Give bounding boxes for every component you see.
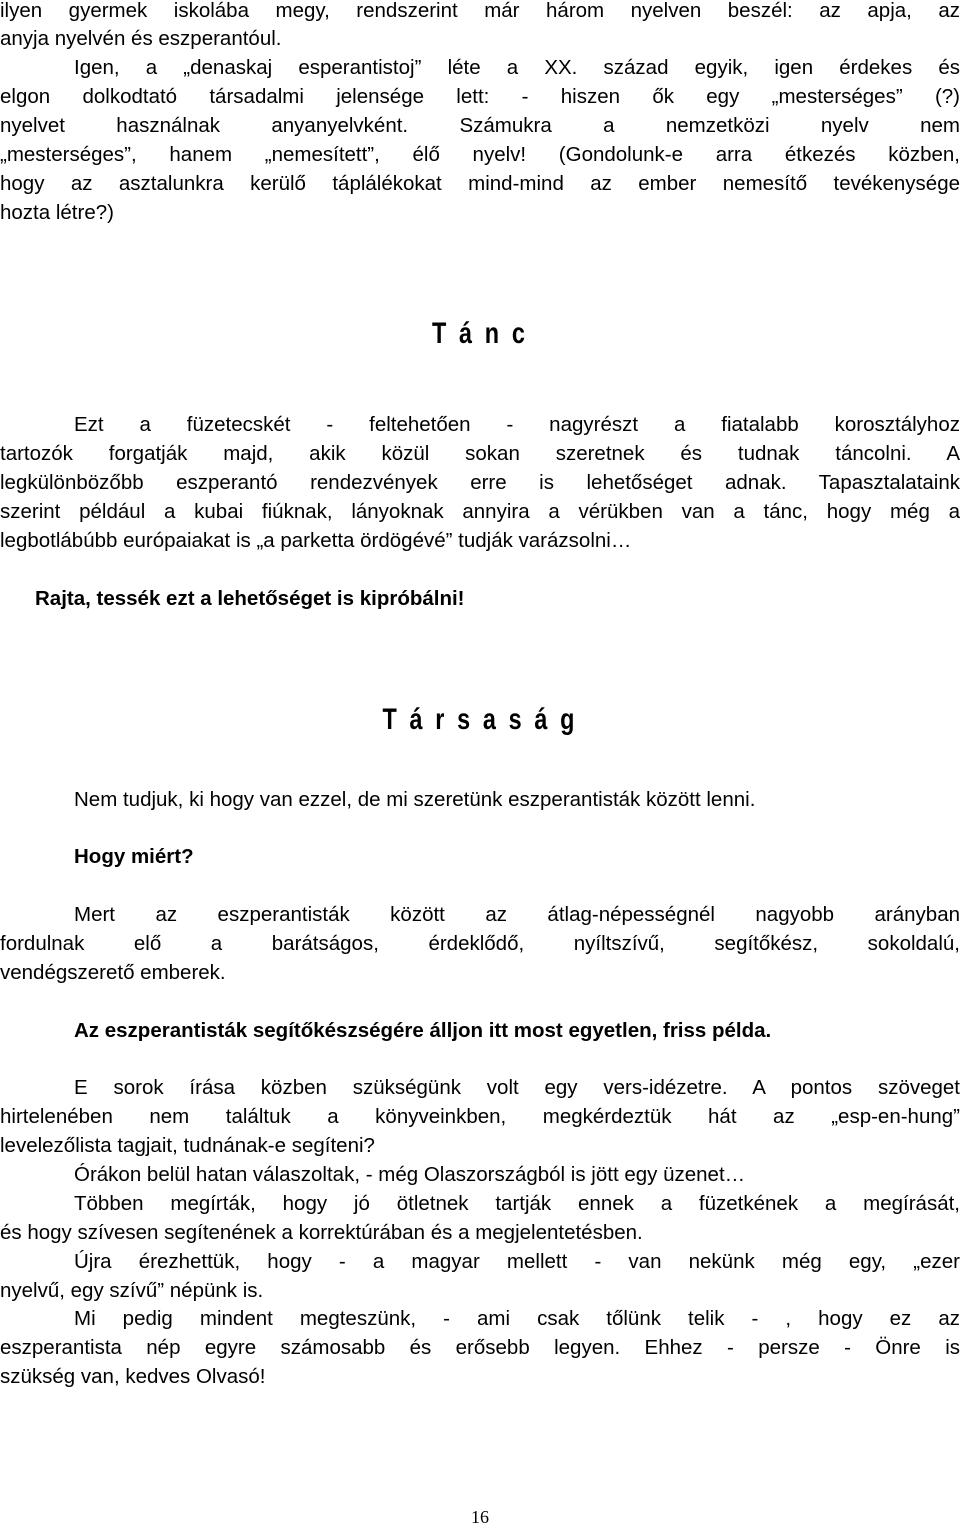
section-heading-tanc: T á n c [432,317,528,350]
tarsasag-p7-line-3: szükség van, kedves Olvasó! [0,1365,266,1388]
tarsasag-p3-line-3: levelezőlista tagjait, tudnának-e segíteni? [0,1134,375,1157]
tarsasag-p3-line-2: hirtelenében nem találtuk a könyveinkben, megkérdeztük hát az „esp-en-hung” [0,1105,960,1128]
intro-line-1: ilyen gyermek iskolába megy, rendszerint már három nyelven beszél: az apja, az [0,0,960,22]
tanc-line-1: Ezt a füzetecskét - feltehetően - nagyrészt a fiatalabb korosztályhoz [74,413,960,436]
tarsasag-p2-line-1: Mert az eszperantisták között az átlag-népességnél nagyobb arányban [74,903,960,926]
tarsasag-question: Hogy miért? [74,845,194,868]
tarsasag-p5-line-1: Többen megírták, hogy jó ötletnek tartják ennek a füzetkének a megírását, [74,1192,960,1215]
tanc-line-4: szerint például a kubai fiúknak, lányoknak annyira a vérükben van a tánc, hogy még a [0,500,960,523]
intro-line-4: elgon dolkodtató társadalmi jelensége lett: - hiszen ők egy „mesterséges” (?) [0,85,960,108]
page-number: 16 [471,1507,489,1527]
tanc-line-5: legbotlábúbb európaiakat is „a parketta ördögévé” tudják varázsolni… [0,529,632,552]
tarsasag-p6-line-1: Újra érezhettük, hogy - a magyar mellett - van nekünk még egy, „ezer [74,1250,960,1273]
intro-line-5: nyelvet használnak anyanyelvként. Számukra a nemzetközi nyelv nem [0,114,960,137]
tarsasag-paragraph-1: Nem tudjuk, ki hogy van ezzel, de mi szeretünk eszperantisták között lenni. [74,788,756,811]
intro-line-8: hozta létre?) [0,201,114,224]
tanc-call-to-action: Rajta, tessék ezt a lehetőséget is kipróbálni! [35,587,465,610]
tanc-line-2: tartozók forgatják majd, akik közül sokan szeretnek és tudnak táncolni. A [0,442,960,465]
tarsasag-p6-line-2: nyelvű, egy szívű” népünk is. [0,1279,264,1302]
tanc-line-3: legkülönbözőbb eszperantó rendezvények erre is lehetőséget adnak. Tapasztalataink [0,471,960,494]
tarsasag-bold-line: Az eszperantisták segítőkészségére álljon itt most egyetlen, friss példa. [74,1019,772,1042]
intro-line-7: hogy az asztalunkra kerülő táplálékokat mind-mind az ember nemesítő tevékenysége [0,172,960,195]
tarsasag-p7-line-1: Mi pedig mindent megteszünk, - ami csak tőlünk telik - , hogy ez az [74,1307,960,1330]
tarsasag-p4: Órákon belül hatan válaszoltak, - még Olaszországból is jött egy üzenet… [74,1163,746,1186]
tarsasag-p2-line-3: vendégszerető emberek. [0,961,226,984]
tarsasag-p2-line-2: fordulnak elő a barátságos, érdeklődő, nyíltszívű, segítőkész, sokoldalú, [0,932,960,955]
intro-line-6: „mesterséges”, hanem „nemesített”, élő nyelv! (Gondolunk-e arra étkezés közben, [0,143,960,166]
section-heading-tarsasag: T á r s a s á g [382,703,578,736]
tarsasag-p7-line-2: eszperantista nép egyre számosabb és erősebb legyen. Ehhez - persze - Önre is [0,1336,960,1359]
intro-line-3: Igen, a „denaskaj esperantistoj” léte a XX. század egyik, igen érdekes és [74,56,960,79]
tarsasag-p3-line-1: E sorok írása közben szükségünk volt egy vers-idézetre. A pontos szöveget [74,1076,960,1099]
intro-line-2: anyja nyelvén és eszperantóul. [0,27,282,50]
tarsasag-p5-line-2: és hogy szívesen segítenének a korrektúrában és a megjelentetésben. [0,1221,643,1244]
